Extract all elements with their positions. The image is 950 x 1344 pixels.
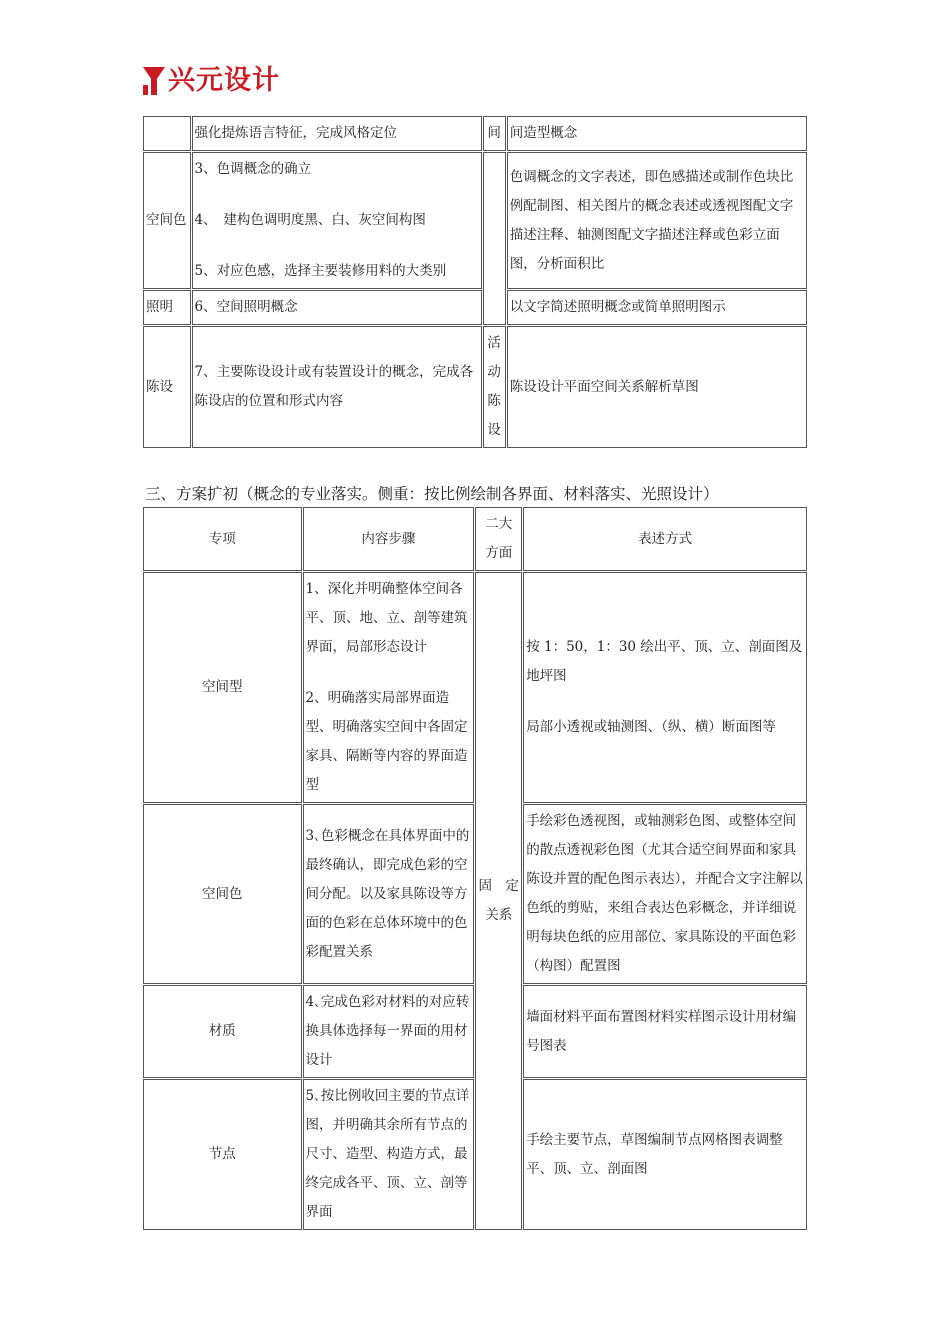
header-aspect-line: 二大: [485, 516, 513, 532]
item-cell: 照明: [143, 290, 191, 325]
header-content: 内容步骤: [303, 507, 475, 571]
header-aspect-line: 方面: [485, 545, 513, 561]
brand-logo: [143, 66, 280, 96]
table-header-row: [143, 507, 807, 571]
content-cell: 5､按比例收回主要的节点详图，并明确其余所有节点的尺寸、造型、构造方式，最终完成各平、顶、立、剖等界面: [303, 1079, 475, 1230]
item-cell: 节点: [143, 1079, 302, 1230]
aspect-char: 动: [487, 364, 501, 380]
expression-cell: 间造型概念: [507, 116, 807, 151]
content-cell: [192, 152, 482, 289]
content-cell: 强化提炼语言特征，完成风格定位: [192, 116, 482, 151]
table-row: [143, 116, 807, 151]
header-expression: 表述方式: [523, 507, 807, 571]
expression-cell: 陈设设计平面空间关系解析草图: [507, 326, 807, 448]
aspect-char: 陈: [487, 393, 501, 409]
content-cell: 6、空间照明概念: [192, 290, 482, 325]
content-line: 4、 建构色调明度黑、白、灰空间构图: [194, 212, 426, 228]
item-cell: 材质: [143, 985, 302, 1078]
content-cell: [303, 572, 475, 803]
content-line: 3、色调概念的确立: [194, 161, 312, 177]
table-row: [143, 326, 807, 448]
content-line: 2、明确落实局部界面造型、明确落实空间中各固定家具、隔断等内容的界面造型: [305, 690, 468, 793]
item-cell: 陈设: [143, 326, 191, 448]
item-cell: 空间型: [143, 572, 302, 803]
item-cell: [143, 116, 191, 151]
logo-mark-icon: [143, 67, 165, 95]
aspect-char: 设: [487, 422, 501, 438]
expression-cell: 色调概念的文字表述，即色感描述或制作色块比例配制图、相关图片的概念表述或透视图配文字描述注释、轴测图配文字描述注释或色彩立面图，分析面积比: [507, 152, 807, 289]
header-item: 专项: [143, 507, 302, 571]
aspect-cell: [483, 326, 506, 448]
expression-cell: 手绘主要节点，草图编制节点网格图表调整平、顶、立、剖面图: [523, 1079, 807, 1230]
table-row: [143, 152, 807, 289]
aspect-line: 固 定: [478, 878, 519, 894]
aspect-cell: [483, 152, 506, 325]
expression-cell: 以文字简述照明概念或简单照明图示: [507, 290, 807, 325]
table-row: [143, 572, 807, 803]
expression-cell: 手绘彩色透视图，或轴测彩色图、或整体空间的散点透视彩色图（尤其合适空间界面和家具陈设并置的配色图示表达），并配合文字注解以色纸的剪贴，来组合表达色彩概念，并详细说明每块色纸的应用部位、家具陈设的平面色彩（构图）配置图: [523, 804, 807, 984]
content-cell: 3､色彩概念在具体界面中的最终确认，即完成色彩的空间分配。以及家具陈设等方面的色彩在总体环境中的色彩配置关系: [303, 804, 475, 984]
brand-name: 兴元设计: [168, 65, 280, 96]
expression-line: 按 1：50，1：30 绘出平、顶、立、剖面图及地坪图: [526, 639, 803, 684]
content-cell: 7、主要陈设设计或有装置设计的概念，完成各陈设店的位置和形式内容: [192, 326, 482, 448]
aspect-line: 关系: [485, 907, 513, 923]
content-line: 1、深化并明确整体空间各平、顶、地、立、剖等建筑界面，局部形态设计: [305, 581, 468, 655]
concept-table: [142, 115, 808, 449]
content-line: 5、对应色感，选择主要装修用料的大类别: [194, 263, 447, 279]
table-row: [143, 290, 807, 325]
expression-line: 局部小透视或轴测图、（纵、横）断面图等: [526, 719, 776, 735]
aspect-cell: 间: [483, 116, 506, 151]
item-cell: 空间色: [143, 152, 191, 289]
expression-cell: [523, 572, 807, 803]
aspect-cell: [475, 572, 522, 1230]
aspect-char: 活: [487, 335, 501, 351]
header-aspect: [475, 507, 522, 571]
content-cell: 4､完成色彩对材料的对应转换具体选择每一界面的用材设计: [303, 985, 475, 1078]
section-heading: 三、方案扩初（概念的专业落实。侧重：按比例绘制各界面、材料落实、光照设计）: [145, 485, 719, 503]
expression-cell: 墙面材料平面布置图材料实样图示设计用材编号图表: [523, 985, 807, 1078]
expansion-table: [142, 506, 808, 1231]
item-cell: 空间色: [143, 804, 302, 984]
